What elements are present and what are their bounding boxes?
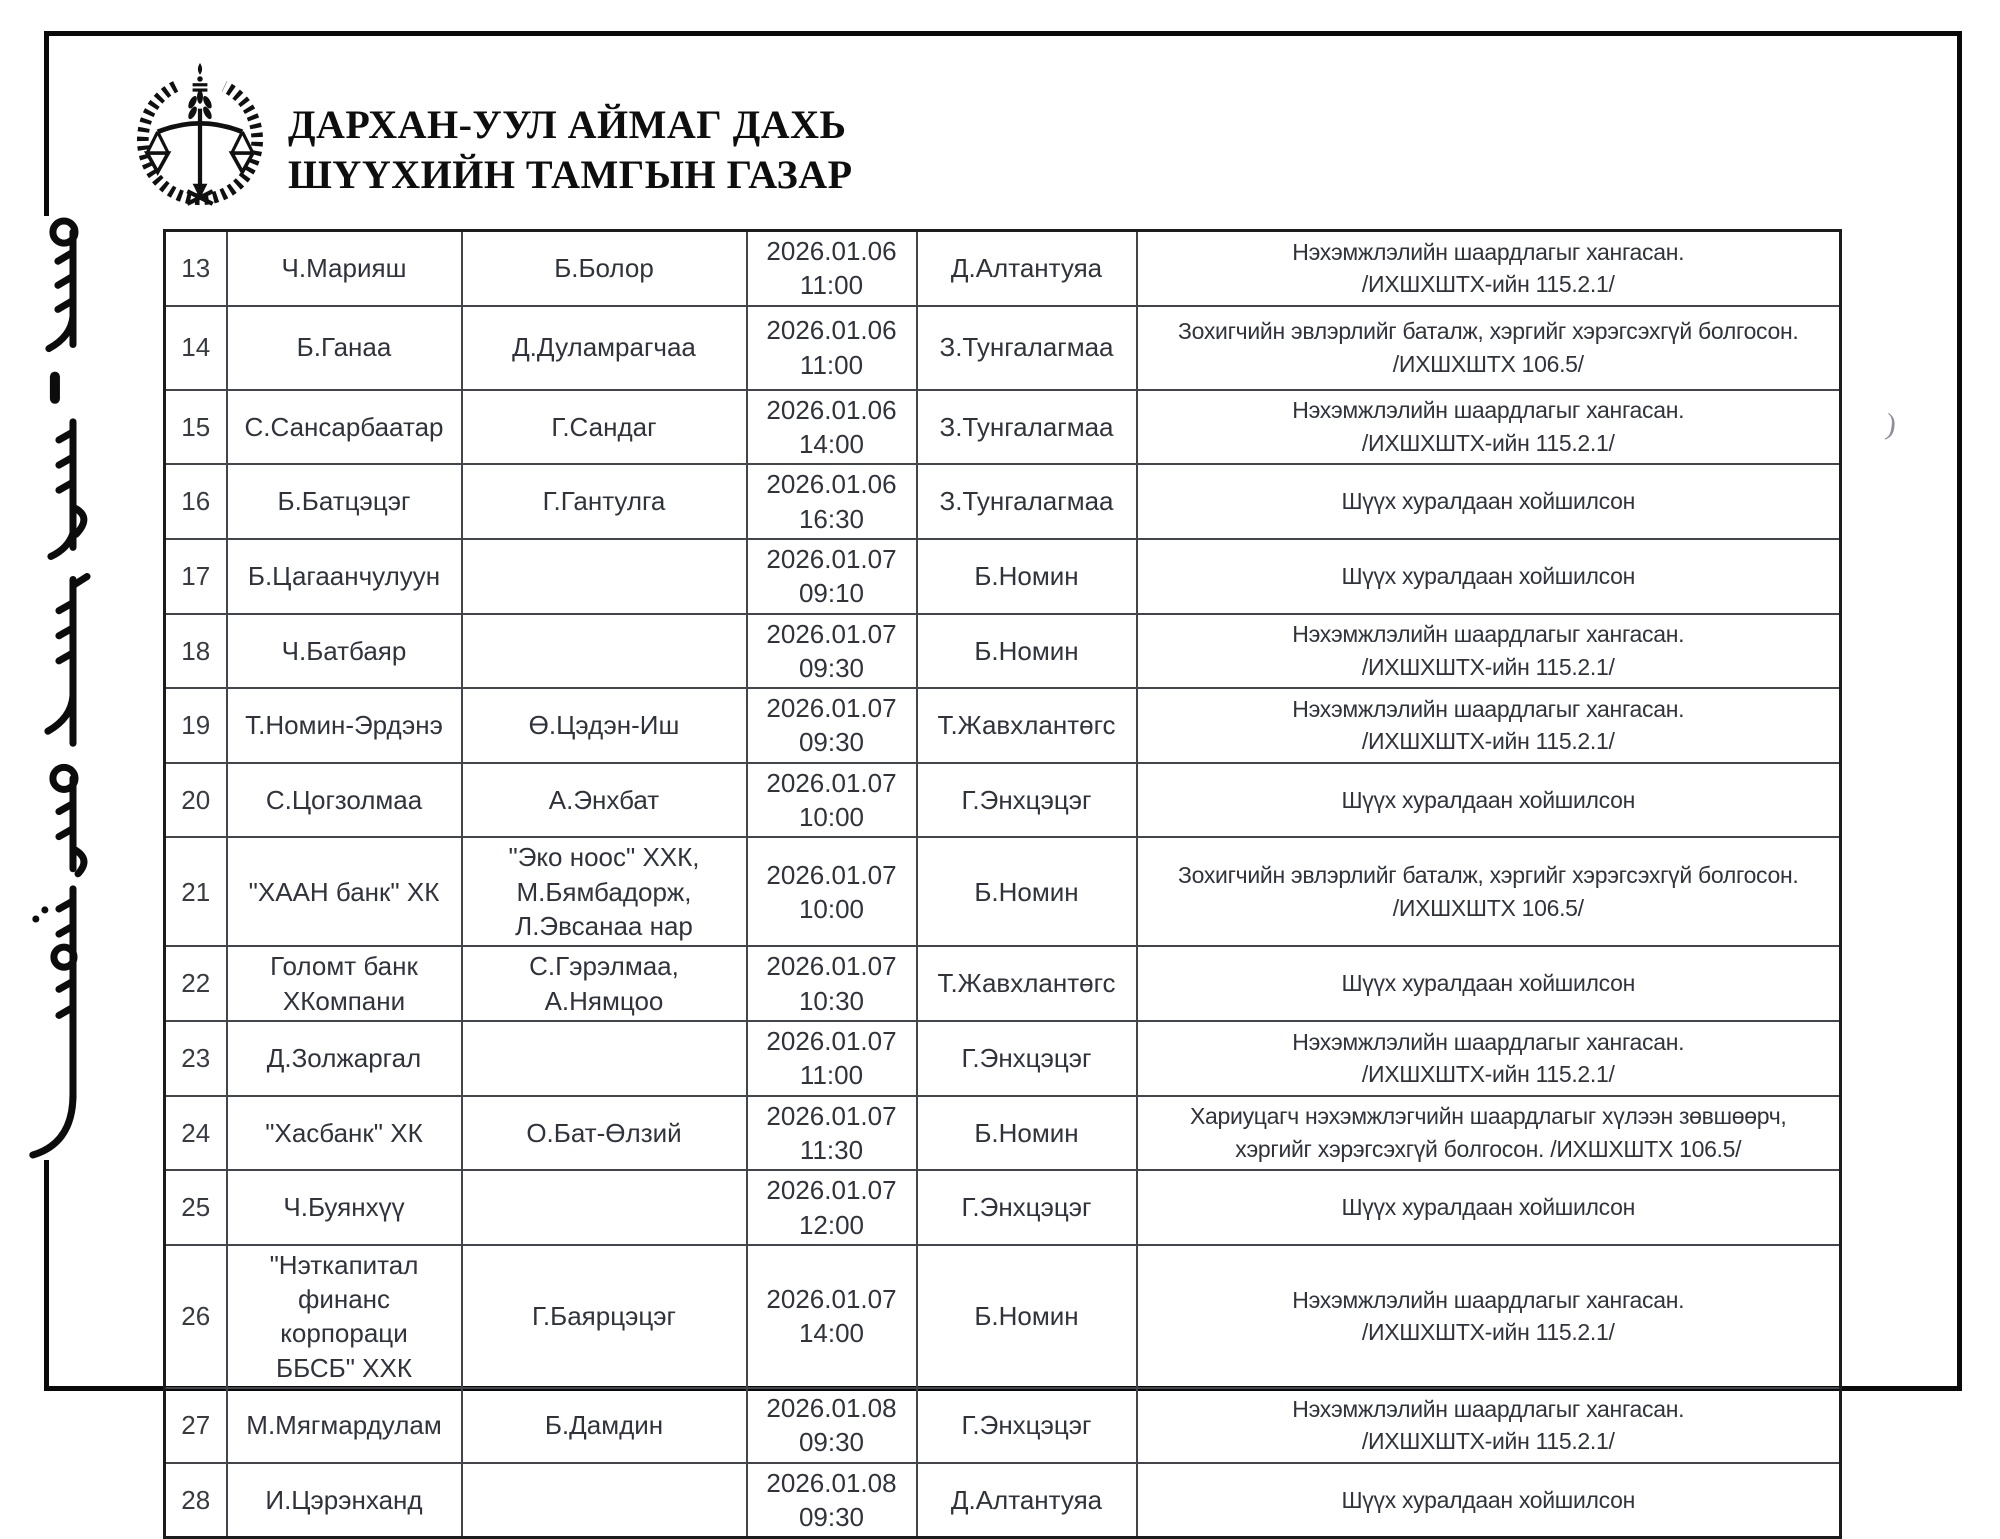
cell-result: Шүүх хуралдаан хойшилсон	[1137, 763, 1841, 838]
scales-of-justice-icon	[134, 62, 266, 206]
cell-judge: З.Тунгалагмаа	[917, 306, 1137, 390]
cell-judge: Б.Номин	[917, 539, 1137, 614]
table-row	[165, 837, 1841, 946]
cell-judge: Г.Энхцэцэг	[917, 1021, 1137, 1096]
cell-plaintiff: Ч.Батбаяр	[227, 614, 462, 689]
cell-plaintiff: Ч.Марияш	[227, 231, 462, 306]
cell-plaintiff: И.Цэрэнханд	[227, 1463, 462, 1538]
org-name	[288, 100, 853, 200]
cell-datetime: 2026.01.08 09:30	[747, 1463, 917, 1538]
table-row	[165, 946, 1841, 1021]
cell-result: Нэхэмжлэлийн шаардлагыг хангасан. /ИХШХШТХ-ийн 115.2.1/	[1137, 1245, 1841, 1388]
cell-plaintiff: Б.Батцэцэг	[227, 464, 462, 539]
cell-row-number: 19	[165, 688, 227, 763]
cell-defendant: Б.Дамдин	[462, 1388, 747, 1463]
cell-defendant: Г.Баярцэцэг	[462, 1245, 747, 1388]
table-row	[165, 306, 1841, 390]
cell-judge: Б.Номин	[917, 837, 1137, 946]
cell-row-number: 18	[165, 614, 227, 689]
cell-plaintiff: Б.Ганаа	[227, 306, 462, 390]
scan-artifact-mark: )	[1883, 407, 1899, 442]
org-name-line2: ШҮҮХИЙН ТАМГЫН ГАЗАР	[288, 152, 853, 197]
cell-datetime: 2026.01.07 11:30	[747, 1096, 917, 1171]
cell-defendant	[462, 539, 747, 614]
cell-judge: Д.Алтантуяа	[917, 231, 1137, 306]
cell-judge: Б.Номин	[917, 614, 1137, 689]
cell-result: Шүүх хуралдаан хойшилсон	[1137, 464, 1841, 539]
cell-result: Хариуцагч нэхэмжлэгчийн шаардлагыг хүлээн зөвшөөрч, хэргийг хэрэгсэхгүй болгосон. /ИХШХШТХ 106.5/	[1137, 1096, 1841, 1171]
cell-plaintiff: Б.Цагаанчулуун	[227, 539, 462, 614]
cell-row-number: 15	[165, 390, 227, 465]
cell-datetime: 2026.01.07 09:30	[747, 614, 917, 689]
cell-row-number: 17	[165, 539, 227, 614]
cell-row-number: 13	[165, 231, 227, 306]
cell-defendant	[462, 614, 747, 689]
org-name-line1: ДАРХАН-УУЛ АЙМАГ ДАХЬ	[288, 102, 847, 147]
table-row	[165, 231, 1841, 306]
cell-datetime: 2026.01.07 12:00	[747, 1170, 917, 1245]
cell-datetime: 2026.01.07 14:00	[747, 1245, 917, 1388]
cell-result: Шүүх хуралдаан хойшилсон	[1137, 946, 1841, 1021]
cell-judge: Г.Энхцэцэг	[917, 1170, 1137, 1245]
table-body	[165, 231, 1841, 1538]
cell-judge: Б.Номин	[917, 1096, 1137, 1171]
cell-result: Нэхэмжлэлийн шаардлагыг хангасан. /ИХШХШТХ-ийн 115.2.1/	[1137, 1021, 1841, 1096]
cell-result: Нэхэмжлэлийн шаардлагыг хангасан. /ИХШХШТХ-ийн 115.2.1/	[1137, 390, 1841, 465]
table-row	[165, 688, 1841, 763]
cell-row-number: 16	[165, 464, 227, 539]
cell-plaintiff: Голомт банк ХКомпани	[227, 946, 462, 1021]
cell-judge: З.Тунгалагмаа	[917, 390, 1137, 465]
cell-row-number: 21	[165, 837, 227, 946]
cell-plaintiff: Ч.Буянхүү	[227, 1170, 462, 1245]
cell-plaintiff: М.Мягмардулам	[227, 1388, 462, 1463]
cell-defendant: А.Энхбат	[462, 763, 747, 838]
table-row	[165, 390, 1841, 465]
cell-defendant	[462, 1021, 747, 1096]
mongolian-vertical-script	[12, 216, 138, 1160]
cell-result: Шүүх хуралдаан хойшилсон	[1137, 1463, 1841, 1538]
cell-plaintiff: Т.Номин-Эрдэнэ	[227, 688, 462, 763]
cell-datetime: 2026.01.07 10:30	[747, 946, 917, 1021]
cell-datetime: 2026.01.06 11:00	[747, 231, 917, 306]
cell-defendant: "Эко ноос" ХХК, М.Бямбадорж, Л.Эвсанаа нар	[462, 837, 747, 946]
cell-plaintiff: Д.Золжаргал	[227, 1021, 462, 1096]
cell-defendant: Б.Болор	[462, 231, 747, 306]
cell-row-number: 14	[165, 306, 227, 390]
cell-judge: Д.Алтантуяа	[917, 1463, 1137, 1538]
table-row	[165, 1388, 1841, 1463]
court-hearings-table	[163, 229, 1842, 1539]
table-row	[165, 464, 1841, 539]
cell-row-number: 22	[165, 946, 227, 1021]
table-row	[165, 1096, 1841, 1171]
cell-result: Нэхэмжлэлийн шаардлагыг хангасан. /ИХШХШТХ-ийн 115.2.1/	[1137, 688, 1841, 763]
cell-result: Нэхэмжлэлийн шаардлагыг хангасан. /ИХШХШТХ-ийн 115.2.1/	[1137, 231, 1841, 306]
cell-plaintiff: "Хасбанк" ХК	[227, 1096, 462, 1171]
cell-defendant: Г.Гантулга	[462, 464, 747, 539]
cell-datetime: 2026.01.06 14:00	[747, 390, 917, 465]
cell-judge: З.Тунгалагмаа	[917, 464, 1137, 539]
table-row	[165, 614, 1841, 689]
cell-defendant	[462, 1463, 747, 1538]
cell-row-number: 27	[165, 1388, 227, 1463]
cell-datetime: 2026.01.07 09:30	[747, 688, 917, 763]
cell-defendant	[462, 1170, 747, 1245]
cell-datetime: 2026.01.07 10:00	[747, 837, 917, 946]
cell-datetime: 2026.01.06 16:30	[747, 464, 917, 539]
table-row	[165, 1463, 1841, 1538]
cell-datetime: 2026.01.07 10:00	[747, 763, 917, 838]
cell-datetime: 2026.01.07 09:10	[747, 539, 917, 614]
cell-result: Шүүх хуралдаан хойшилсон	[1137, 1170, 1841, 1245]
cell-judge: Г.Энхцэцэг	[917, 763, 1137, 838]
table-row	[165, 1245, 1841, 1388]
cell-plaintiff: "ХААН банк" ХК	[227, 837, 462, 946]
table-row	[165, 763, 1841, 838]
cell-judge: Г.Энхцэцэг	[917, 1388, 1137, 1463]
cell-row-number: 28	[165, 1463, 227, 1538]
cell-datetime: 2026.01.07 11:00	[747, 1021, 917, 1096]
cell-row-number: 25	[165, 1170, 227, 1245]
cell-defendant: О.Бат-Өлзий	[462, 1096, 747, 1171]
cell-datetime: 2026.01.06 11:00	[747, 306, 917, 390]
table-row	[165, 539, 1841, 614]
cell-result: Зохигчийн эвлэрлийг баталж, хэргийг хэрэгсэхгүй болгосон. /ИХШХШТХ 106.5/	[1137, 306, 1841, 390]
cell-defendant: Г.Сандаг	[462, 390, 747, 465]
cell-plaintiff: С.Цогзолмаа	[227, 763, 462, 838]
cell-row-number: 20	[165, 763, 227, 838]
cell-datetime: 2026.01.08 09:30	[747, 1388, 917, 1463]
cell-defendant: Д.Дуламрагчаа	[462, 306, 747, 390]
cell-row-number: 24	[165, 1096, 227, 1171]
cell-judge: Т.Жавхлантөгс	[917, 688, 1137, 763]
cell-result: Шүүх хуралдаан хойшилсон	[1137, 539, 1841, 614]
mongol-bichig-glyphs	[12, 216, 138, 1160]
cell-result: Зохигчийн эвлэрлийг баталж, хэргийг хэрэгсэхгүй болгосон. /ИХШХШТХ 106.5/	[1137, 837, 1841, 946]
table-row	[165, 1021, 1841, 1096]
cell-row-number: 23	[165, 1021, 227, 1096]
cell-judge: Б.Номин	[917, 1245, 1137, 1388]
cell-plaintiff: С.Сансарбаатар	[227, 390, 462, 465]
court-emblem	[134, 62, 266, 206]
cell-plaintiff: "Нэткапитал финанс корпораци ББСБ" ХХК	[227, 1245, 462, 1388]
table-row	[165, 1170, 1841, 1245]
cell-defendant: Ө.Цэдэн-Иш	[462, 688, 747, 763]
cell-result: Нэхэмжлэлийн шаардлагыг хангасан. /ИХШХШТХ-ийн 115.2.1/	[1137, 1388, 1841, 1463]
cell-row-number: 26	[165, 1245, 227, 1388]
cell-result: Нэхэмжлэлийн шаардлагыг хангасан. /ИХШХШТХ-ийн 115.2.1/	[1137, 614, 1841, 689]
cell-defendant: С.Гэрэлмаа, А.Нямцоо	[462, 946, 747, 1021]
cell-judge: Т.Жавхлантөгс	[917, 946, 1137, 1021]
